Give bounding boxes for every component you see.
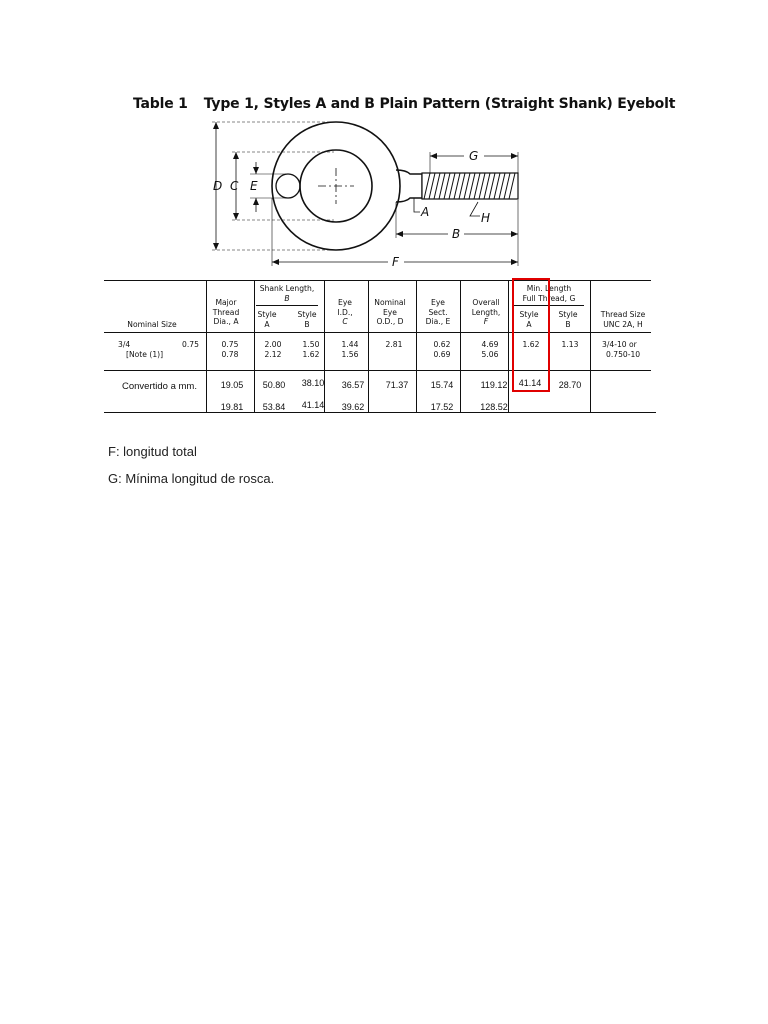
conv-major-thread: 19.05: [220, 380, 244, 390]
label-g: G: [469, 149, 479, 163]
conv-shank-b: 38.10: [301, 378, 325, 388]
nominal-size-fraction: 3/4: [118, 340, 131, 349]
nominal-size-decimal: 0.75: [182, 340, 199, 349]
table-label: Table 1: [133, 96, 188, 112]
header-nominal-size: Nominal Size: [127, 320, 177, 329]
thread-size-values: 3/4-10 or 0.750-10: [602, 340, 641, 359]
min-b-values: 1.13: [561, 340, 579, 349]
shank-a-values: 2.00 2.12: [264, 340, 282, 359]
header-eye-id: Eye I.D., C: [337, 298, 353, 327]
label-a: A: [421, 205, 430, 219]
conv2-shank-b: 41.14: [301, 400, 325, 410]
conv-nominal-eye-od: 71.37: [385, 380, 409, 390]
highlight-box-min-length: [512, 278, 550, 392]
overall-length-values: 4.69 5.06: [481, 340, 499, 359]
conv-min-a: 41.14: [518, 378, 542, 388]
header-min-style-b: Style B: [558, 310, 578, 329]
table-title: [133, 96, 675, 112]
conv2-major-thread: 19.81: [220, 402, 244, 412]
min-a-values: 1.62: [522, 340, 540, 349]
conv-min-b: 28.70: [558, 380, 582, 390]
header-min-length: Min. Length Full Thread, G: [522, 284, 576, 303]
label-c: C: [230, 179, 239, 193]
conv-eye-sect: 15.74: [430, 380, 454, 390]
eye-sect-values: 0.62 0.69: [433, 340, 451, 359]
label-e: E: [250, 179, 258, 193]
shank-b-values: 1.50 1.62: [302, 340, 320, 359]
header-overall-length: Overall Length, F: [471, 298, 501, 327]
label-h: H: [481, 211, 491, 225]
header-shank-style-b: Style B: [297, 310, 317, 329]
nominal-eye-od-values: 2.81: [385, 340, 403, 349]
nominal-size-note: [Note (1)]: [126, 350, 164, 359]
header-shank-style-a: Style A: [257, 310, 277, 329]
conv-shank-a: 50.80: [262, 380, 286, 390]
header-thread-size: Thread Size UNC 2A, H: [600, 310, 646, 329]
table-title-text: Type 1, Styles A and B Plain Pattern (Straight Shank) Eyebolt: [203, 96, 676, 112]
note-f: F: longitud total: [108, 444, 197, 459]
conv-eye-id: 36.57: [341, 380, 365, 390]
converted-row-label: Convertido a mm.: [122, 381, 197, 392]
header-eye-sect: Eye Sect. Dia., E: [425, 298, 451, 327]
label-d: D: [213, 179, 223, 193]
conv2-shank-a: 53.84: [262, 402, 286, 412]
conv2-eye-sect: 17.52: [430, 402, 454, 412]
conv-overall-length: 119.12: [480, 380, 508, 390]
eye-section-circle: [276, 174, 300, 198]
eye-id-values: 1.44 1.56: [341, 340, 359, 359]
conv2-overall-length: 128.52: [480, 402, 508, 412]
header-shank-length: Shank Length, B: [259, 284, 315, 303]
note-g: G: Mínima longitud de rosca.: [108, 471, 275, 486]
header-nominal-eye-od: Nominal Eye O.D., D: [374, 298, 406, 327]
header-major-thread: Major Thread Dia., A: [212, 298, 240, 327]
header-min-style-a: Style A: [519, 310, 539, 329]
eyebolt-diagram: [200, 118, 540, 276]
conv2-eye-id: 39.62: [341, 402, 365, 412]
label-b: B: [452, 227, 461, 241]
major-thread-values: 0.75 0.78: [221, 340, 239, 359]
eyebolt-table: [104, 278, 656, 413]
label-f: F: [392, 255, 399, 269]
